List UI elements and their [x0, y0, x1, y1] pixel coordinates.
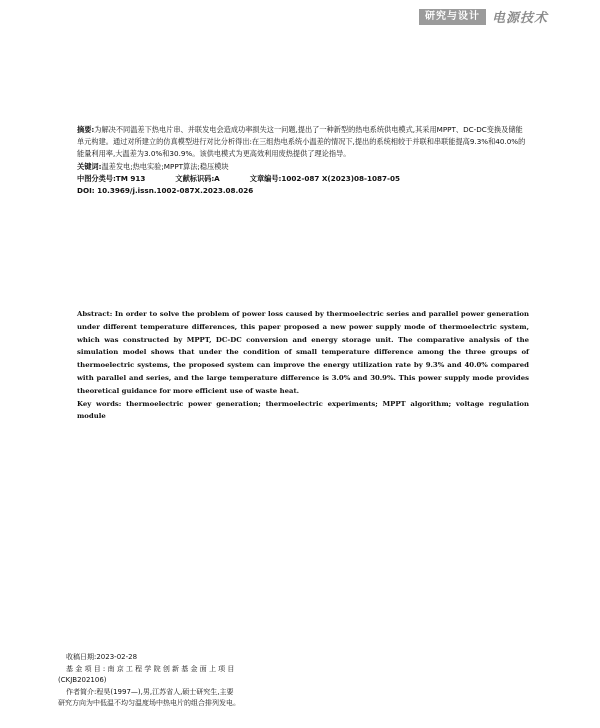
english-abstract-block — [77, 308, 529, 423]
chinese-abstract-block — [77, 124, 529, 197]
chinese-abstract-text: 为解决不同温差下热电片串、并联发电会造成功率损失这一问题,提出了一种新型的热电系统供电模式,其采用MPPT、DC-DC变换及储能单元构建。通过对所建立的仿真模型进行对比分析得出:在三组热电系统小温差的情况下,提出的系统相较于并联和串联能提高9.3%和40.0%的能量利用率,大温差为3.0%和30.9%。该供电模式为更高效利用废热提供了理论指导。 — [77, 125, 526, 159]
chinese-abstract-label: 摘要: — [77, 125, 95, 134]
author-bio-continued: 研究方向为中低温不均匀温度场中热电片的组合排列发电。 — [58, 699, 240, 707]
chinese-keywords — [77, 161, 529, 173]
english-abstract — [77, 308, 529, 398]
page-header — [419, 7, 548, 26]
chinese-abstract — [77, 124, 529, 161]
english-keywords — [77, 398, 529, 424]
english-keywords-label: Key words: — [77, 399, 122, 408]
doi: DOI: 10.3969/j.issn.1002-087X.2023.08.026 — [77, 186, 254, 196]
footnote — [58, 652, 298, 710]
journal-name: 电源技术 — [491, 11, 548, 26]
fund-project: 基 金 项 目 : 南 京 工 程 学 院 创 新 基 金 面 上 项 目 — [66, 664, 235, 673]
chinese-keywords-label: 关键词: — [77, 161, 102, 171]
english-abstract-text: In order to solve the problem of power loss caused by thermoelectric series and parallel power generation under different temperature differences, this paper proposed a new power supply mode of thermoelectric system, which was constructed by MPPT, DC-DC conversion and energy storage unit. The comparative analysis of the simulation model shows that under the condition of small temperature difference among the three groups of thermoelectric systems, the proposed system can improve the energy utilization rate by 9.3% and 40.0% compared with parallel and series, and the large temperature difference is 3.0% and 30.9%. This power supply mode provides theoretical guidance for more efficient use of waste heat. — [77, 310, 529, 395]
clc-number: 中图分类号:TM 913 — [77, 173, 146, 183]
author-bio: 作者简介:程昊(1997—),男,江苏省人,硕士研究生,主要 — [66, 687, 234, 696]
document-code: 文献标识码:A — [175, 173, 220, 183]
english-keywords-text: thermoelectric power generation; thermoelectric experiments; MPPT algorithm; voltage regulation module — [77, 399, 529, 421]
section-tag: 研究与设计 — [419, 9, 486, 25]
article-number: 文章编号:1002-087 X(2023)08-1087-05 — [249, 173, 400, 183]
english-abstract-label: Abstract: — [77, 310, 113, 318]
fund-project-code: (CKJB202106) — [58, 676, 107, 684]
classification-line — [77, 173, 529, 185]
chinese-keywords-text: 温差发电;热电实验;MPPT算法;稳压模块 — [101, 161, 229, 171]
received-date: 收稿日期:2023-02-28 — [66, 653, 138, 661]
